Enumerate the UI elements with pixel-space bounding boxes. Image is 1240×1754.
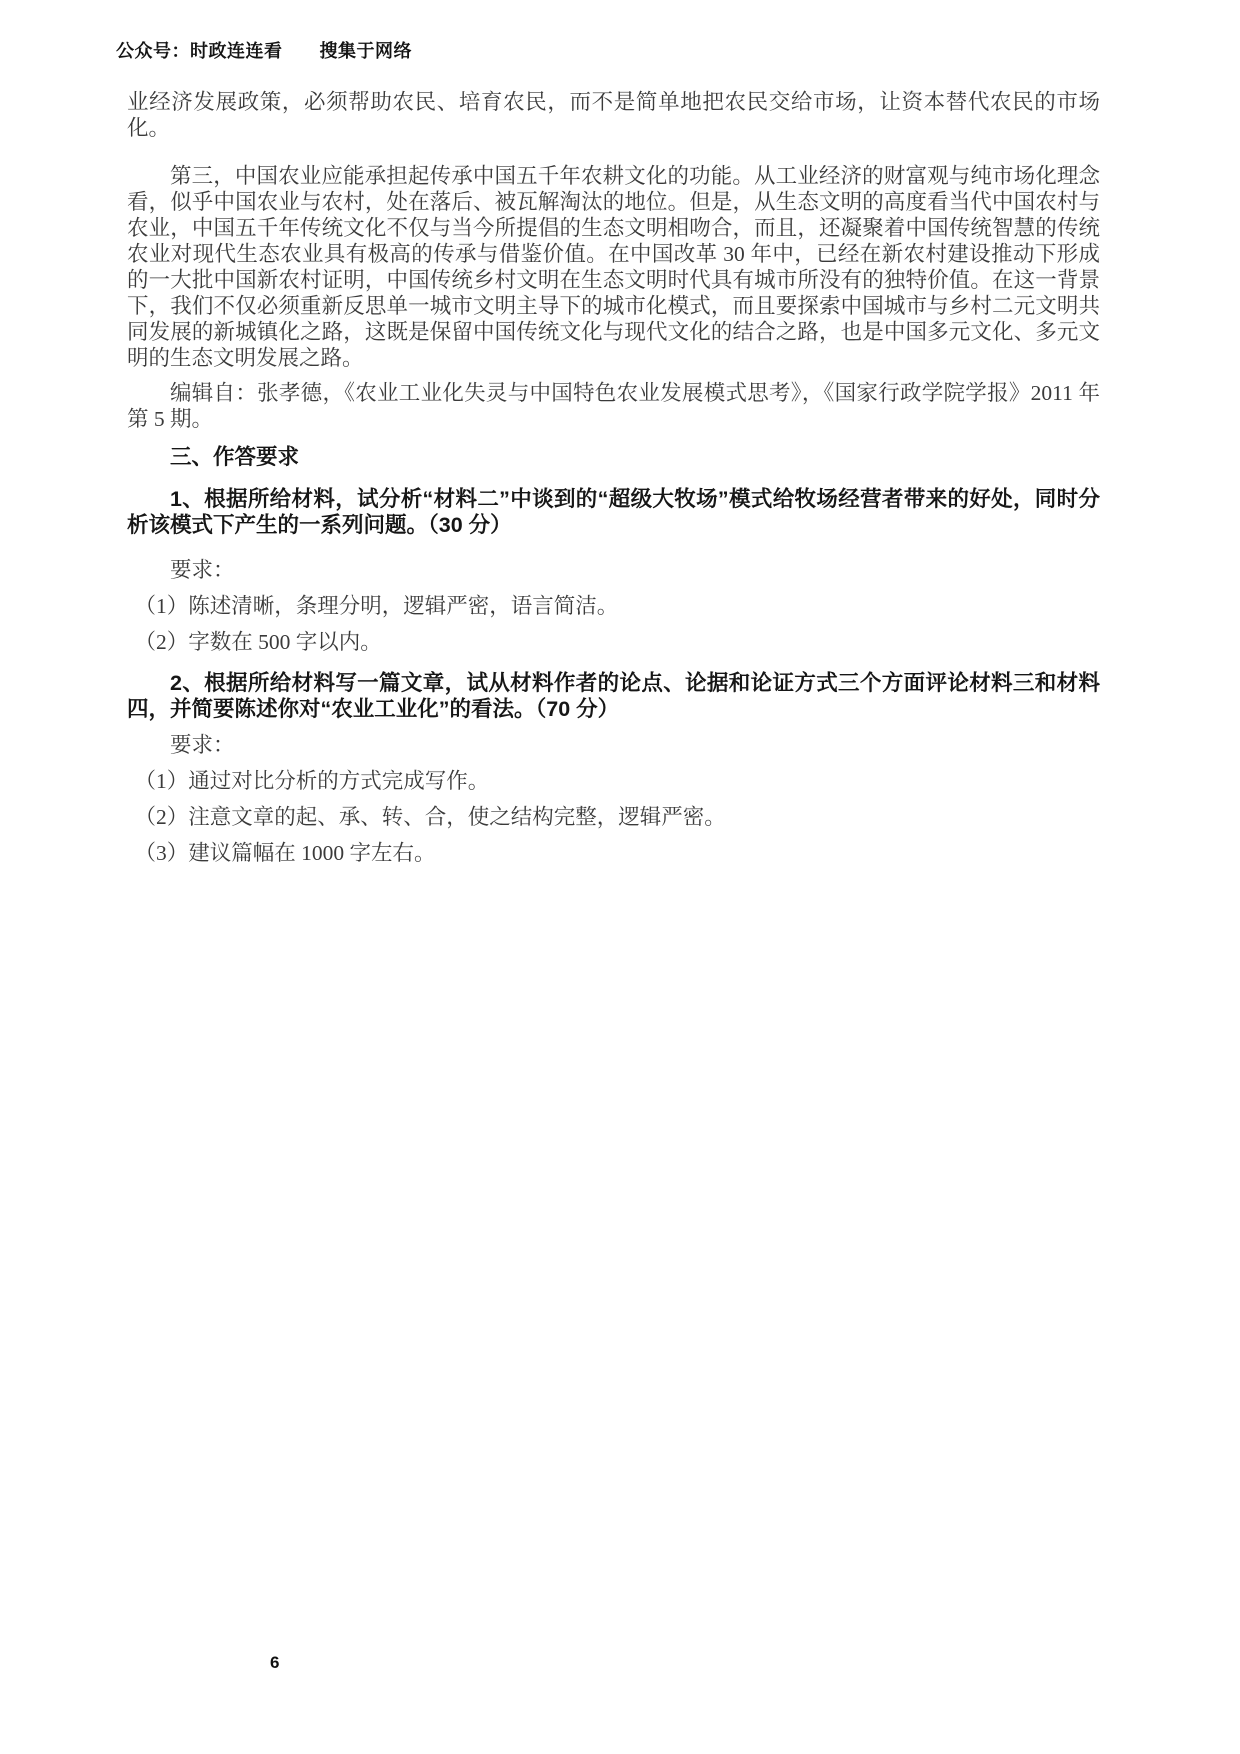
section-heading-answer-requirements: 三、作答要求 bbox=[170, 445, 300, 469]
question-1-prompt: 1、根据所给材料，试分析“材料二”中谈到的“超级大牧场”模式给牧场经营者带来的好处，同时分析该模式下产生的一系列问题。（30 分） bbox=[127, 487, 1100, 537]
question-1-requirement-item: （2）字数在 500 字以内。 bbox=[134, 630, 382, 654]
document-body bbox=[127, 89, 1100, 866]
question-2-requirement-item: （1）通过对比分析的方式完成写作。 bbox=[134, 769, 490, 793]
question-1-requirement-item: （1）陈述清晰，条理分明，逻辑严密，语言简洁。 bbox=[134, 594, 619, 618]
page-number: 6 bbox=[270, 1653, 280, 1672]
header-note: 公众号：时政连连看 搜集于网络 bbox=[116, 41, 412, 61]
question-2-prompt: 2、根据所给材料写一篇文章，试从材料作者的论点、论据和论证方式三个方面评论材料三和材料四，并简要陈述你对“农业工业化”的看法。（70 分） bbox=[127, 671, 1100, 721]
question-2-requirement-item: （3）建议篇幅在 1000 字左右。 bbox=[134, 841, 436, 865]
question-2-requirement-item: （2）注意文章的起、承、转、合，使之结构完整，逻辑严密。 bbox=[134, 805, 726, 829]
paragraph-third-point: 第三，中国农业应能承担起传承中国五千年农耕文化的功能。从工业经济的财富观与纯市场化理念看，似乎中国农业与农村，处在落后、被瓦解淘汰的地位。但是，从生态文明的高度看当代中国农村与农业，中国五千年传统文化不仅与当今所提倡的生态文明相吻合，而且，还凝聚着中国传统智慧的传统农业对现代生态农业具有极高的传承与借鉴价值。在中国改革 30 年中，已经在新农村建设推动下形成的一大批中国新农村证明，中国传统乡村文明在生态文明时代具有城市所没有的独特价值。在这一背景下，我们不仅必须重新反思单一城市文明主导下的城市化模式，而且要探索中国城市与乡村二元文明共同发展的新城镇化之路，这既是保留中国传统文化与现代文化的结合之路，也是中国多元文化、多元文明的生态文明发展之路。 bbox=[127, 164, 1100, 370]
paragraph-source-citation: 编辑自：张孝德，《农业工业化失灵与中国特色农业发展模式思考》，《国家行政学院学报》2011 年第 5 期。 bbox=[127, 381, 1100, 431]
paragraph-continuation: 业经济发展政策，必须帮助农民、培育农民，而不是简单地把农民交给市场，让资本替代农民的市场化。 bbox=[127, 90, 1100, 140]
question-2-requirements-label: 要求： bbox=[170, 733, 235, 757]
question-1-requirements-label: 要求： bbox=[170, 558, 235, 582]
